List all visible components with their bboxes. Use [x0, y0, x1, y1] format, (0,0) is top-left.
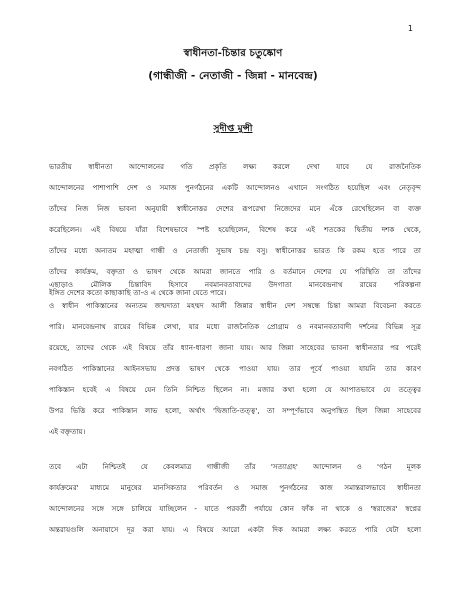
text-line: তাঁদের নিজ নিজ ভাবনা অনুযায়ী স্বাধীনোত্তর দেশের রূপরেখা নিজেদের মনে এঁকে রেখেছিলেন বা ব্যক্ত	[49, 204, 421, 213]
text-line: রয়েছে, তাদের থেকে এই বিষয়ে তাঁর ধ্যান-ধারণা জানা যায়। আর জিন্না সাহেবের ভাবনা স্বাধীনতার পর পরেই	[49, 343, 421, 352]
text-line: করেছিলেন। এই বিষয়ে যাঁরা বিশেষভাবে স্পষ্ট হয়েছিলেন, বিশেষ করে এই শতকের দ্বিতীয় দশক থেকে,	[49, 225, 421, 234]
paragraph-3	[49, 456, 421, 540]
text-line: এছাড়াও মৌলিক চিন্তাবিদ হিসাবে নবমানবতাবাদের উদগাতা মানবেন্দ্রনাথ রায়ের পরিকল্পনা	[49, 280, 421, 289]
text-line: তাঁদের মধ্যে অন্যতম মহাত্মা গান্ধী ও নেতাজী সুভাষ চন্দ্র বসু। স্বাধীনোত্তর ভারত কি রকম হতে পারে তা	[49, 246, 421, 255]
author-name: সুদীপ্ত মুন্সী	[213, 124, 253, 134]
page-number: 1	[407, 24, 413, 33]
document-subtitle: (গান্ধীজী - নেতাজী - জিন্না - মানবেন্দ্র)	[148, 70, 318, 82]
text-line: ভারতীয় স্বাধীনতা আন্দোলনের গতি প্রকৃতি লক্ষ্য করলে দেখা যাবে যে রাজনৈতিক	[49, 162, 421, 171]
text-line: ইঙ্গিত দেশের কতো কাছাকাছি তা-ও এ থেকে জানা যেতে পারে।	[49, 288, 227, 297]
text-line: কার্যক্রমের' মাধ্যমে মানুষের মানসিকতার পরিবর্তন ও সমাজ পুনর্গঠনের কাজ সমান্তরালভাবে স্বাধীনতা	[49, 483, 421, 492]
text-line: তাঁদের কার্যক্রম, বক্তৃতা ও ভাষণ থেকে আমরা জানতে পারি ও বর্তমানে দেশের যে পরিস্থিতি তা তাঁদের	[49, 267, 421, 276]
text-line: এই বক্তৃতায়।	[49, 427, 86, 436]
text-line: তবে এটা নিশ্চিতই যে কেবলমাত্র গান্ধীজী তাঁর 'সত্যাগ্রহ' আন্দোলন ও 'গঠন মূলক	[49, 462, 421, 471]
text-line: নবগঠিত পাকিস্তানের আইনসভায় প্রদত্ত ভাষণ থেকে পাওয়া যায়। তার পূর্বে পাওয়া যায়নি তার কারণ	[49, 364, 421, 373]
text-line: উপর ভিত্তি করে পাকিস্তান লাভ হলো, অর্থাৎ 'দ্বিজাতি-তত্ত্ব', তা সম্পূর্ণভাবে অনুপস্থিত ছিল জিন্না সাহেবের	[49, 406, 421, 415]
text-line: পারি। মানবেন্দ্রনাথ রায়ের বিভিন্ন লেখা, যার মধ্যে রাজনৈতিক প্রোগ্রাম ও নবমানবতাবাদী দর্শনের বিভিন্ন সূত্র	[49, 322, 421, 331]
text-line: পাকিস্তান হবেই এ বিষয়ে যেন তিনি নিশ্চিত ছিলেন না। মজার কথা হলো যে আপাতভাবে যে তত্ত্বের	[49, 385, 421, 394]
text-line: আন্দোলনের পাশাপাশি দেশ ও সমাজ পুনর্গঠনের একটি আন্দোলনও এখানে সংগঠিত হয়েছিল এবং নেতৃবৃন্দ	[49, 183, 421, 192]
text-line: ও স্বাধীন পাকিস্তানের অন্যতম জন্মদাতা মহম্মদ আলী জিন্নার স্বাধীন দেশ সম্বন্ধে চিন্তা আমরা বিবেচনা করতে	[49, 301, 421, 310]
text-line: আন্দোলনের সঙ্গে সঙ্গে চালিয়ে যাচ্ছিলেন - যাতে পরবর্তী পর্যায়ে কোন ফাঁক না থাকে ও 'স্বরাজের' স্বপ্নের	[49, 504, 421, 513]
document-title: স্বাধীনতা-চিন্তার চতুষ্কোণ	[183, 48, 283, 59]
text-line: অন্তরায়গুলি অনায়াসে দূর করা যায়। এ বিষয়ে আরো একটা দিক আমরা লক্ষ্য করতে পারি যেটা হলো	[49, 525, 421, 534]
paragraph-2	[49, 274, 421, 442]
